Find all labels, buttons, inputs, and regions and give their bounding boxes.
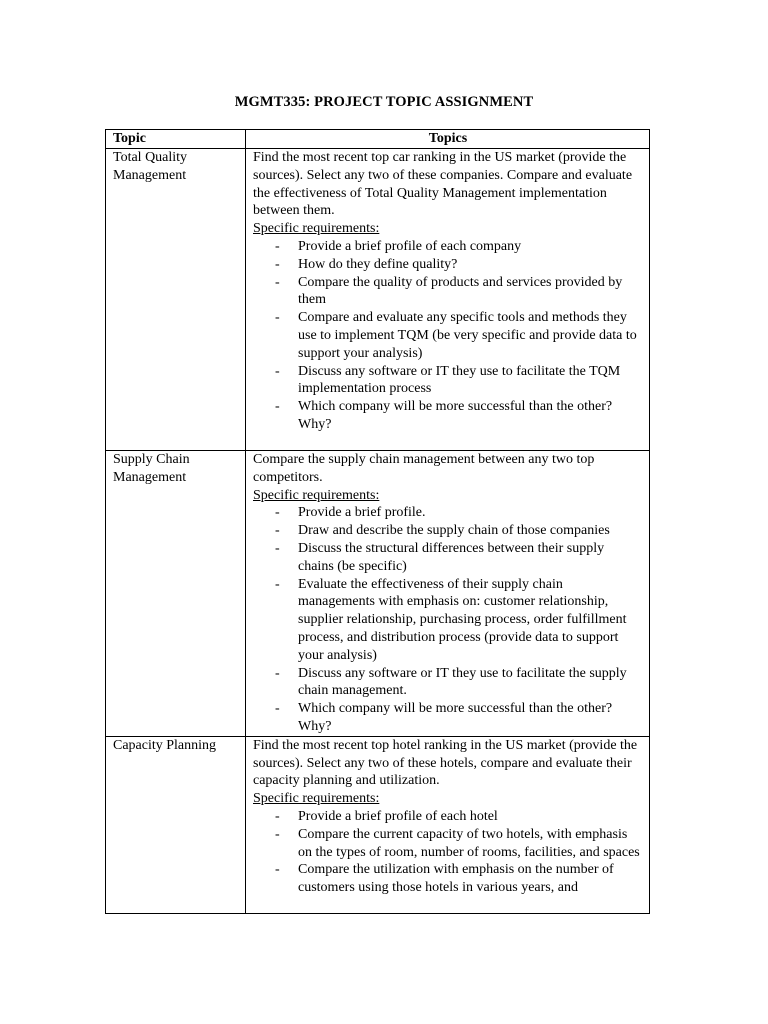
- dash-bullet: -: [275, 310, 280, 326]
- requirement-item: [253, 309, 643, 362]
- requirement-item: [253, 363, 643, 399]
- requirement-item: [253, 540, 643, 576]
- requirement-item: [253, 398, 643, 434]
- topic-intro: Find the most recent top hotel ranking in the US market (provide the sources). Select any two of these hotels, compare and evaluate their capacity planning and utilization.: [253, 737, 638, 789]
- dash-bullet: -: [275, 540, 280, 556]
- topic-intro: Compare the supply chain management between any two top competitors.: [253, 452, 595, 485]
- requirement-text: Discuss any software or IT they use to facilitate the supply chain management.: [298, 665, 627, 699]
- requirement-text: Provide a brief profile.: [298, 505, 426, 521]
- dash-bullet: -: [275, 505, 280, 521]
- dash-bullet: -: [275, 238, 280, 254]
- requirement-text: Compare and evaluate any specific tools and methods they use to implement TQM (be very specific and provide data to support your analysis): [298, 310, 637, 361]
- dash-bullet: -: [275, 701, 280, 717]
- description-cell: [246, 149, 650, 451]
- dash-bullet: -: [275, 363, 280, 379]
- topic-name: Total Quality Management: [113, 150, 188, 183]
- description-content: [253, 737, 643, 913]
- requirement-item: [253, 665, 643, 701]
- requirement-item: [253, 576, 643, 665]
- topic-name: Capacity Planning: [113, 737, 217, 753]
- description-cell: [246, 451, 650, 737]
- requirement-item: [253, 238, 643, 256]
- dash-bullet: -: [275, 523, 280, 539]
- document-title: MGMT335: PROJECT TOPIC ASSIGNMENT: [234, 94, 534, 110]
- requirement-text: Compare the quality of products and services provided by them: [298, 274, 623, 308]
- requirement-item: [253, 504, 643, 522]
- requirement-text: How do they define quality?: [298, 256, 458, 272]
- requirements-label: Specific requirements:: [253, 221, 380, 237]
- requirement-text: Provide a brief profile of each company: [298, 238, 522, 254]
- table-row: [106, 736, 650, 913]
- dash-bullet: -: [275, 399, 280, 415]
- requirement-item: [253, 861, 643, 897]
- dash-bullet: -: [275, 826, 280, 842]
- dash-bullet: -: [275, 665, 280, 681]
- dash-bullet: -: [275, 862, 280, 878]
- dash-bullet: -: [275, 256, 280, 272]
- table-row: [106, 149, 650, 451]
- requirement-item: [253, 522, 643, 540]
- table-header-row: [106, 130, 650, 149]
- requirements-list: [253, 238, 643, 434]
- requirement-text: Evaluate the effectiveness of their supply chain managements with emphasis on: customer relationship, supplier relationship, purchasing process, order fulfillment process, and distribution process (provide data to support your analysis): [298, 576, 627, 663]
- dash-bullet: -: [275, 808, 280, 824]
- requirement-text: Provide a brief profile of each hotel: [298, 808, 498, 824]
- requirement-text: Discuss the structural differences between their supply chains (be specific): [298, 540, 605, 574]
- requirement-item: [253, 274, 643, 310]
- header-topic: Topic: [106, 130, 246, 149]
- description-cell: [246, 736, 650, 913]
- requirement-text: Discuss any software or IT they use to facilitate the TQM implementation process: [298, 363, 621, 397]
- requirement-item: [253, 256, 643, 274]
- dash-bullet: -: [275, 576, 280, 592]
- requirements-list: [253, 504, 643, 735]
- requirements-label: Specific requirements:: [253, 791, 380, 807]
- topic-intro: Find the most recent top car ranking in the US market (provide the sources). Select any two of these companies. Compare and evaluate the effectiveness of Total Quality Management implementation between them.: [253, 150, 633, 219]
- requirement-item: [253, 700, 643, 736]
- dash-bullet: -: [275, 274, 280, 290]
- requirement-text: Which company will be more successful than the other? Why?: [298, 701, 613, 734]
- table-row: [106, 451, 650, 737]
- topic-cell: [106, 736, 246, 913]
- requirement-text: Compare the current capacity of two hotels, with emphasis on the types of room, number of rooms, facilities, and spaces: [298, 826, 640, 860]
- requirement-item: [253, 808, 643, 826]
- topic-cell: [106, 149, 246, 451]
- topic-cell: [106, 451, 246, 737]
- requirements-list: [253, 808, 643, 897]
- requirement-text: Compare the utilization with emphasis on the number of customers using those hotels in various years, and: [298, 862, 614, 896]
- topic-name: Supply Chain Management: [113, 452, 190, 485]
- requirements-label: Specific requirements:: [253, 487, 380, 503]
- requirement-text: Draw and describe the supply chain of those companies: [298, 523, 610, 539]
- topics-table: [105, 129, 650, 914]
- requirement-item: [253, 826, 643, 862]
- header-topics: Topics: [246, 130, 650, 149]
- requirement-text: Which company will be more successful than the other? Why?: [298, 399, 613, 432]
